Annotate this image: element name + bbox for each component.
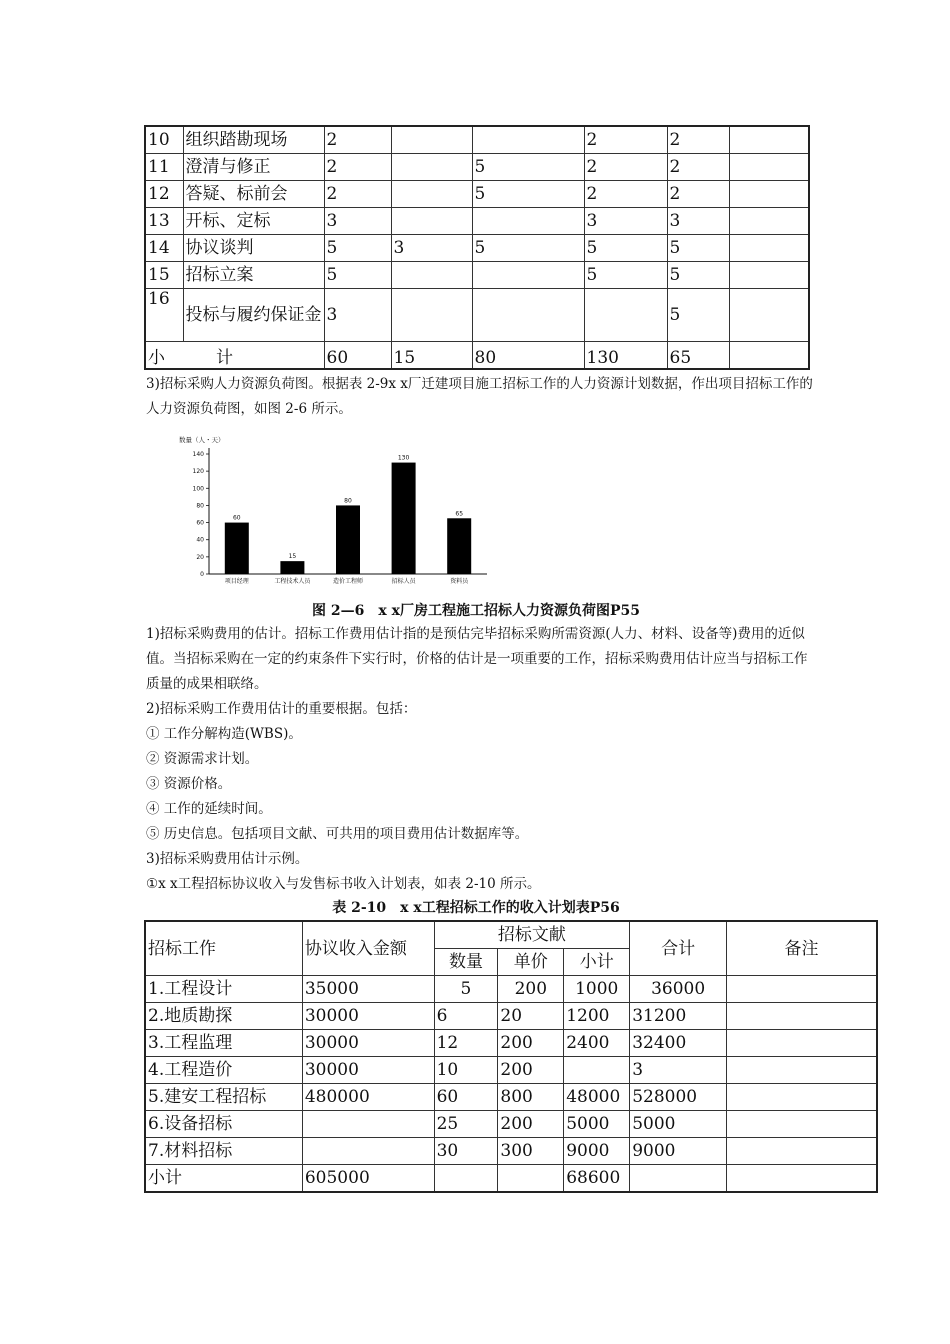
- y-tick-label: 120: [192, 468, 204, 476]
- table-row: 12 答疑、标前会 2 5 2 2: [145, 181, 809, 208]
- data-label: 80: [344, 497, 352, 505]
- table-row: 6.设备招标 25 200 5000 5000: [145, 1111, 877, 1138]
- data-label: 130: [397, 454, 410, 462]
- y-tick-label: 140: [192, 451, 204, 458]
- data-label: 65: [455, 510, 464, 518]
- income-table: [144, 920, 878, 1193]
- x-tick-label: 招标人员: [391, 578, 416, 585]
- list-item: ⑤ 历史信息。包括项目文献、可共用的项目费用估计数据库等。: [146, 826, 529, 842]
- table-row: 7.材料招标 30 300 9000 9000: [145, 1138, 877, 1165]
- table-row: 5.建安工程招标 480000 60 800 48000 528000: [145, 1084, 877, 1111]
- x-tick-label: 资料员: [450, 578, 469, 585]
- subtotal-row: 小计 605000 68600: [145, 1165, 877, 1193]
- paragraph: 3)招标采购费用估计示例。: [146, 851, 309, 867]
- paragraph: 2)招标采购工作费用估计的重要根据。包括：: [146, 701, 417, 717]
- table-row: 2.地质勘探 30000 6 20 1200 31200: [145, 1003, 877, 1030]
- table-row: 16 投标与履约保证金 3 5: [145, 289, 809, 342]
- bar: [447, 518, 471, 574]
- y-axis-label: 数量（人・天）: [179, 436, 225, 444]
- bar: [392, 463, 416, 574]
- paragraph: ①x x工程招标协议收入与发售标书收入计划表，如表 2-10 所示。: [146, 876, 541, 892]
- y-tick-label: 0: [200, 571, 204, 578]
- paragraph: 3)招标采购人力资源负荷图。根据表 2-9x x厂迁建项目施工招标工作的人力资源计划数据，作出项目招标工作的人力资源负荷图，如图 2-6 所示。: [146, 376, 813, 417]
- table-row: 11 澄清与修正 2 5 2 2: [145, 154, 809, 181]
- y-tick-label: 60: [196, 519, 204, 527]
- x-tick-label: 项目经理: [224, 578, 249, 585]
- header-row: 数量 单价 小计: [145, 949, 877, 976]
- x-tick-label: 工程技术人员: [274, 578, 311, 585]
- list-item: ④ 工作的延续时间。: [146, 801, 272, 817]
- table-row: 13 开标、定标 3 3 3: [145, 208, 809, 235]
- bar: [280, 561, 304, 574]
- header-row: 招标工作 协议收入金额 招标文献 合计 备注: [145, 921, 877, 949]
- x-tick-label: 造价工程师: [332, 578, 364, 585]
- table-row: 14 协议谈判 5 3 5 5 5: [145, 235, 809, 262]
- table-row: 1.工程设计 35000 5 200 1000 36000: [145, 976, 877, 1003]
- bar: [225, 523, 249, 574]
- data-label: 60: [232, 514, 241, 522]
- list-item: ② 资源需求计划。: [146, 751, 259, 767]
- resource-table: [144, 125, 810, 370]
- table-caption: 表 2-10 x x工程招标工作的收入计划表P56: [332, 900, 620, 916]
- paragraph: 1)招标采购费用的估计。招标工作费用估计指的是预估完毕招标采购所需资源(人力、材料、设备等)费用的近似值。当招标采购在一定的约束条件下实行时，价格的估计是一项重要的工作，招标采购费用估计应当与招标工作质量的成果相联络。: [146, 626, 808, 692]
- list-item: ① 工作分解构造(WBS)。: [146, 726, 302, 742]
- table-row: 10 组织踏勘现场 2 2 2: [145, 126, 809, 154]
- resource-load-chart: [175, 432, 495, 592]
- y-tick-label: 100: [192, 485, 204, 493]
- y-tick-label: 80: [196, 502, 204, 510]
- bar: [336, 505, 360, 574]
- y-tick-label: 20: [196, 553, 204, 561]
- subtotal-row: 小 计 60 15 80 130 65: [145, 342, 809, 370]
- data-label: 15: [288, 553, 297, 561]
- table-row: 3.工程监理 30000 12 200 2400 32400: [145, 1030, 877, 1057]
- table-row: 4.工程造价 30000 10 200 3: [145, 1057, 877, 1084]
- y-tick-label: 40: [196, 536, 204, 544]
- list-item: ③ 资源价格。: [146, 776, 232, 792]
- figure-caption: 图 2—6 x x厂房工程施工招标人力资源负荷图P55: [312, 603, 640, 619]
- table-row: 15 招标立案 5 5 5: [145, 262, 809, 289]
